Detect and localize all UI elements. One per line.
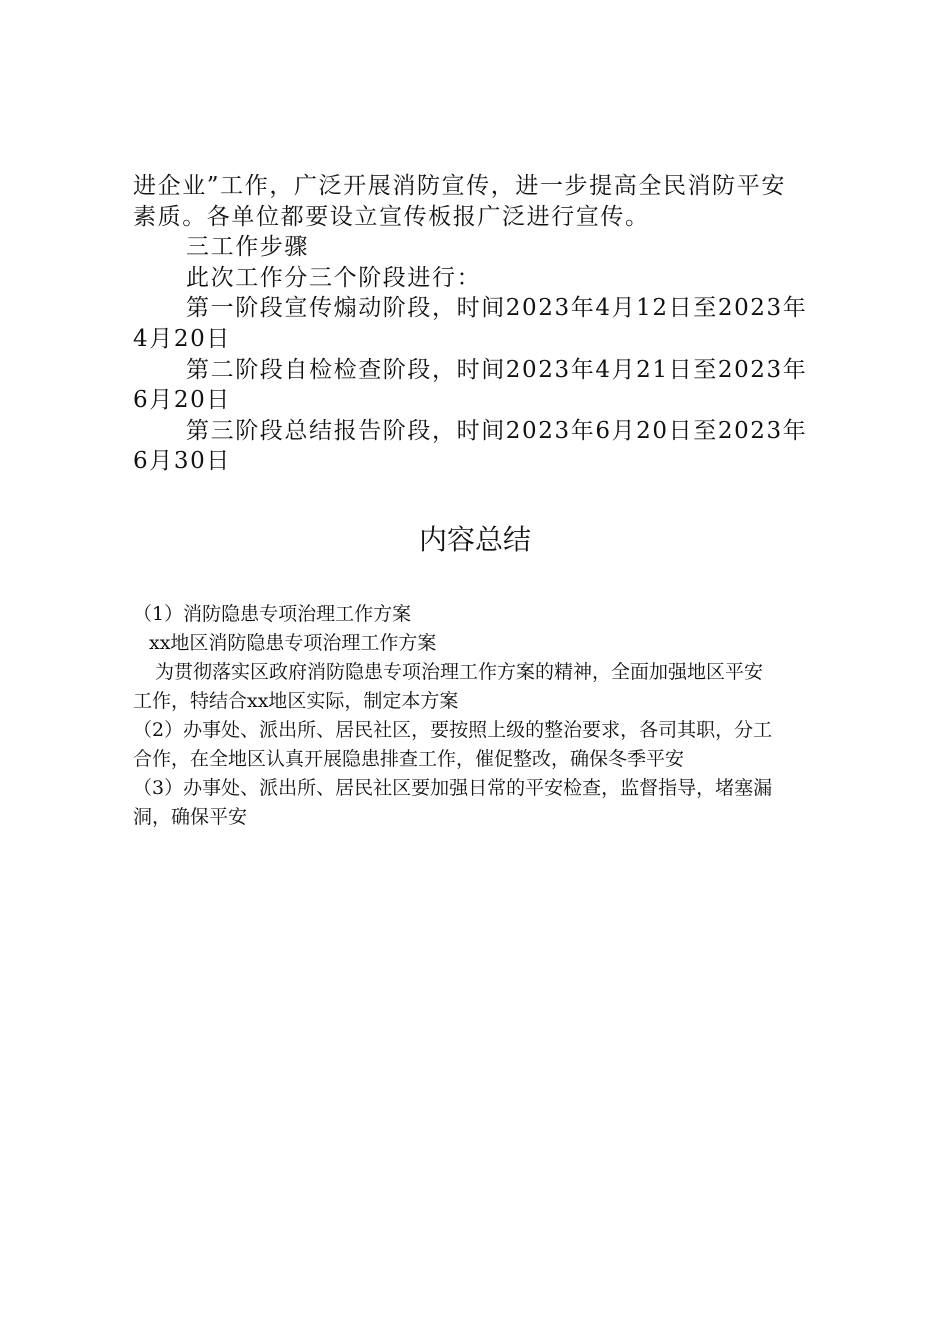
body-line: 进企业”工作，广泛开展消防宣传，进一步提高全民消防平安 bbox=[133, 173, 786, 199]
summary-line: 合作，在全地区认真开展隐患排查工作，催促整改，确保冬季平安 bbox=[133, 748, 685, 770]
body-line: 此次工作分三个阶段进行： bbox=[186, 264, 482, 291]
summary-line: （2）办事处、派出所、居民社区，要按照上级的整治要求，各司其职，分工 bbox=[133, 719, 773, 741]
stage-three-line-cont: 6月30日 bbox=[133, 448, 231, 475]
summary-line: 洞，确保平安 bbox=[133, 806, 248, 828]
stage-two-line: 第二阶段自检检查阶段，时间2023年4月21日至2023年 bbox=[186, 356, 808, 383]
stage-three-line: 第三阶段总结报告阶段，时间2023年6月20日至2023年 bbox=[186, 417, 808, 444]
summary-title: 内容总结 bbox=[418, 523, 531, 556]
summary-line: （3）办事处、派出所、居民社区要加强日常的平安检查，监督指导，堵塞漏 bbox=[133, 777, 773, 799]
summary-text bbox=[133, 600, 833, 832]
summary-line: 工作，特结合xx地区实际，制定本方案 bbox=[133, 690, 459, 712]
body-line: 素质。各单位都要设立宣传板报广泛进行宣传。 bbox=[133, 203, 650, 230]
body-text bbox=[133, 171, 823, 477]
stage-one-line: 第一阶段宣传煽动阶段，时间2023年4月12日至2023年 bbox=[186, 295, 808, 322]
stage-one-line-cont: 4月20日 bbox=[133, 325, 231, 352]
summary-line: 为贯彻落实区政府消防隐患专项治理工作方案的精神，全面加强地区平安 bbox=[155, 661, 764, 683]
summary-line: xx地区消防隐患专项治理工作方案 bbox=[149, 632, 437, 654]
stage-two-line-cont: 6月20日 bbox=[133, 387, 231, 414]
section-heading: 三工作步骤 bbox=[186, 234, 309, 261]
summary-line: （1）消防隐患专项治理工作方案 bbox=[133, 603, 412, 625]
